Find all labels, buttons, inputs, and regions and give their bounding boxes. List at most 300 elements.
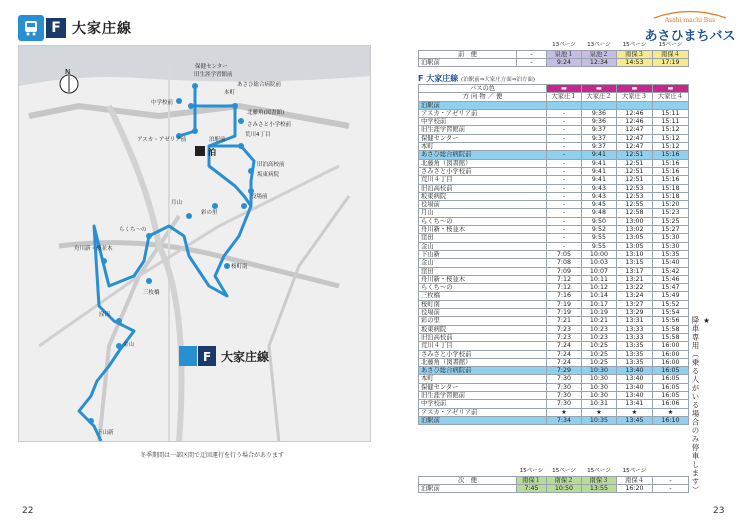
stop-name: 北藤角（図書館） bbox=[419, 159, 547, 167]
time-cell: 13:40 bbox=[617, 375, 653, 383]
time-cell: 7:24 bbox=[547, 358, 582, 366]
stop-name: 旧泊高校前 bbox=[419, 184, 547, 192]
time-cell: 7:23 bbox=[547, 325, 582, 333]
trip-header: 大家庄２ bbox=[582, 93, 617, 101]
time-cell: 15:52 bbox=[653, 300, 689, 308]
table-row bbox=[419, 383, 689, 391]
time-cell: 12:51 bbox=[617, 167, 653, 175]
table-row bbox=[419, 234, 689, 242]
stop-name: 保健センター bbox=[419, 134, 547, 142]
time-cell: 15:11 bbox=[653, 118, 689, 126]
time-cell bbox=[617, 101, 653, 109]
stop-name: あさひ総合病院前 bbox=[419, 367, 547, 375]
time-cell: 9:36 bbox=[582, 109, 617, 117]
time-cell: 7:30 bbox=[547, 391, 582, 399]
table-row bbox=[419, 184, 689, 192]
next-trip-name: 南保１ bbox=[517, 476, 547, 484]
time-cell: 10:03 bbox=[582, 259, 617, 267]
bus-icon bbox=[18, 15, 44, 41]
table-row bbox=[419, 134, 689, 142]
time-cell: 9:41 bbox=[582, 151, 617, 159]
time-cell: 12:53 bbox=[617, 192, 653, 200]
map-stop-label: 中学校前 bbox=[151, 100, 174, 106]
table-row bbox=[419, 317, 689, 325]
time-cell: 12:51 bbox=[617, 176, 653, 184]
time-cell: - bbox=[547, 226, 582, 234]
section-note: (泊駅前⇒大家庄方面⇒泊方面) bbox=[461, 77, 536, 83]
table-row bbox=[419, 242, 689, 250]
time-cell: - bbox=[547, 201, 582, 209]
time-cell: 10:19 bbox=[582, 309, 617, 317]
map-stop-label: 三枚橋 bbox=[143, 290, 160, 296]
map-stop-label: 役場前 bbox=[251, 194, 268, 200]
time-cell: 13:35 bbox=[617, 350, 653, 358]
prev-trip-name: 南保３ bbox=[617, 50, 653, 58]
prev-time: 17:19 bbox=[653, 59, 689, 67]
next-time: 13:55 bbox=[582, 485, 617, 493]
table-row bbox=[419, 400, 689, 408]
time-cell: 15:46 bbox=[653, 275, 689, 283]
time-cell: - bbox=[547, 159, 582, 167]
time-cell: 7:19 bbox=[547, 300, 582, 308]
next-page-ref: 15ページ bbox=[587, 468, 611, 475]
time-cell: 15:12 bbox=[653, 126, 689, 134]
time-cell: 16:05 bbox=[653, 375, 689, 383]
time-cell: 13:33 bbox=[617, 333, 653, 341]
time-cell: - bbox=[547, 151, 582, 159]
stop-name: 舟川新・桜並木 bbox=[419, 226, 547, 234]
time-cell: 10:00 bbox=[582, 250, 617, 258]
time-cell: 13:40 bbox=[617, 391, 653, 399]
time-cell: 7:24 bbox=[547, 350, 582, 358]
star-icon: ★ bbox=[702, 316, 711, 326]
time-cell: 15:12 bbox=[653, 143, 689, 151]
time-cell: 13:40 bbox=[617, 383, 653, 391]
stop-name: 北藤角（図書館） bbox=[419, 358, 547, 366]
route-letter: F bbox=[46, 18, 66, 38]
time-cell: - bbox=[547, 167, 582, 175]
bus-color-icon: ▬ bbox=[653, 85, 689, 93]
next-page-ref: 15ページ bbox=[552, 468, 576, 475]
badge-route-name: 大家庄線 bbox=[221, 350, 270, 364]
time-cell: - bbox=[547, 176, 582, 184]
time-cell: 13:05 bbox=[617, 234, 653, 242]
time-cell: 15:56 bbox=[653, 317, 689, 325]
time-cell: 9:41 bbox=[582, 159, 617, 167]
map-stop-label: さみさと小学校前 bbox=[247, 122, 292, 128]
time-cell: 12:51 bbox=[617, 159, 653, 167]
time-cell: - bbox=[547, 184, 582, 192]
stop-name: 彩の里 bbox=[419, 317, 547, 325]
prev-stop: 泊駅前 bbox=[419, 59, 517, 67]
table-row bbox=[419, 143, 689, 151]
time-cell: 16:10 bbox=[653, 416, 689, 424]
stop-name: 金山 bbox=[419, 242, 547, 250]
map-stop-label: 泊駅前 bbox=[209, 137, 226, 143]
section-heading bbox=[418, 73, 535, 84]
time-cell: 12:46 bbox=[617, 118, 653, 126]
table-row bbox=[419, 416, 689, 424]
map-caption: 冬季期間は一部区間で迂回運行を行う場合があります bbox=[140, 452, 285, 459]
time-cell: 15:18 bbox=[653, 192, 689, 200]
time-cell: 15:30 bbox=[653, 242, 689, 250]
time-cell: 12:58 bbox=[617, 209, 653, 217]
time-cell: 16:05 bbox=[653, 367, 689, 375]
table-row bbox=[419, 226, 689, 234]
time-cell: 13:21 bbox=[617, 275, 653, 283]
prev-page-ref: 13ページ bbox=[587, 42, 611, 49]
previous-trip-table bbox=[418, 42, 689, 67]
time-cell: 15:35 bbox=[653, 250, 689, 258]
table-row bbox=[419, 118, 689, 126]
table-row bbox=[419, 109, 689, 117]
stop-name: 窪田 bbox=[419, 234, 547, 242]
time-cell: 10:31 bbox=[582, 400, 617, 408]
prev-time: 14:53 bbox=[617, 59, 653, 67]
time-cell: 15:47 bbox=[653, 284, 689, 292]
time-cell: 15:27 bbox=[653, 226, 689, 234]
next-trip-name: 南保４ bbox=[617, 476, 653, 484]
prev-trip-name: 泉池１ bbox=[547, 50, 582, 58]
next-trip-name: 南保２ bbox=[547, 476, 582, 484]
prev-label: 前 便 bbox=[419, 50, 517, 58]
time-cell: 9:48 bbox=[582, 209, 617, 217]
map-stop-label: 金山 bbox=[123, 342, 135, 348]
time-cell: 12:53 bbox=[617, 184, 653, 192]
stop-name: あさひ総合病院前 bbox=[419, 151, 547, 159]
time-cell: 15:16 bbox=[653, 176, 689, 184]
table-row bbox=[419, 367, 689, 375]
time-cell: 10:25 bbox=[582, 342, 617, 350]
stop-name: アスカ・アゼリア前 bbox=[419, 408, 547, 416]
time-cell: 10:25 bbox=[582, 350, 617, 358]
time-cell: 13:45 bbox=[617, 416, 653, 424]
table-row bbox=[419, 159, 689, 167]
time-cell: 7:08 bbox=[547, 259, 582, 267]
time-cell: 13:35 bbox=[617, 358, 653, 366]
time-cell: 9:37 bbox=[582, 134, 617, 142]
map-stop-label: 坂東病院 bbox=[257, 172, 280, 178]
time-cell: - bbox=[547, 143, 582, 151]
time-cell: 12:47 bbox=[617, 134, 653, 142]
page-number-right: 23 bbox=[713, 506, 725, 516]
time-cell: 9:52 bbox=[582, 226, 617, 234]
time-cell: 15:30 bbox=[653, 234, 689, 242]
time-cell: 7:30 bbox=[547, 383, 582, 391]
time-cell: 16:06 bbox=[653, 400, 689, 408]
stop-name: 坂東病院 bbox=[419, 325, 547, 333]
time-cell: - bbox=[547, 118, 582, 126]
table-row bbox=[419, 375, 689, 383]
time-cell: 15:25 bbox=[653, 217, 689, 225]
map-stop-label: 旧泊高校前 bbox=[257, 162, 285, 168]
prev-dash: - bbox=[517, 59, 547, 67]
stop-name: 月山 bbox=[419, 209, 547, 217]
time-cell: 12:47 bbox=[617, 126, 653, 134]
time-cell: - bbox=[547, 126, 582, 134]
stop-name: さみさと小学校前 bbox=[419, 167, 547, 175]
time-cell: 10:21 bbox=[582, 317, 617, 325]
next-time: 10:50 bbox=[547, 485, 582, 493]
time-cell: 10:30 bbox=[582, 375, 617, 383]
stop-name: 荒川４丁目 bbox=[419, 342, 547, 350]
time-cell: 13:35 bbox=[617, 342, 653, 350]
table-row bbox=[419, 167, 689, 175]
time-cell: 13:40 bbox=[617, 367, 653, 375]
stop-name: 本町 bbox=[419, 143, 547, 151]
table-row bbox=[419, 126, 689, 134]
stop-name: 役場前 bbox=[419, 309, 547, 317]
time-cell: 12:47 bbox=[617, 143, 653, 151]
stop-name: 旧生涯学習館前 bbox=[419, 126, 547, 134]
time-cell: 7:19 bbox=[547, 309, 582, 317]
stop-name: 本町 bbox=[419, 375, 547, 383]
time-cell: 10:25 bbox=[582, 358, 617, 366]
time-cell: 9:55 bbox=[582, 242, 617, 250]
map-stop-label: 保健センター bbox=[195, 64, 228, 70]
next-trip-name: 南保３ bbox=[582, 476, 617, 484]
time-cell: 15:40 bbox=[653, 259, 689, 267]
time-cell: 15:16 bbox=[653, 167, 689, 175]
table-row bbox=[419, 333, 689, 341]
time-cell: 16:05 bbox=[653, 383, 689, 391]
table-row bbox=[419, 209, 689, 217]
time-cell: 12:55 bbox=[617, 201, 653, 209]
trip-header: 大家庄３ bbox=[617, 93, 653, 101]
time-cell: 15:58 bbox=[653, 325, 689, 333]
map-stop-label: 本町 bbox=[224, 90, 236, 96]
time-cell: 13:29 bbox=[617, 309, 653, 317]
time-cell: 16:00 bbox=[653, 342, 689, 350]
time-cell: 13:27 bbox=[617, 300, 653, 308]
stop-name: 金山 bbox=[419, 259, 547, 267]
time-cell bbox=[547, 101, 582, 109]
logo-subtitle: Asahi machi Bus bbox=[664, 17, 716, 24]
time-cell: 12:51 bbox=[617, 151, 653, 159]
stop-name: 窪田 bbox=[419, 267, 547, 275]
stop-name: 荒川４丁目 bbox=[419, 176, 547, 184]
side-note bbox=[691, 316, 712, 495]
time-cell: 16:00 bbox=[653, 350, 689, 358]
direction-label: 方 向 物 ／ 便 bbox=[419, 93, 547, 101]
table-row bbox=[419, 192, 689, 200]
time-cell: 10:07 bbox=[582, 267, 617, 275]
time-cell: 9:36 bbox=[582, 118, 617, 126]
timetable bbox=[418, 84, 689, 425]
section-title: F 大家庄線 bbox=[418, 74, 459, 83]
bus-color-icon: ▬ bbox=[547, 85, 582, 93]
time-cell: 13:33 bbox=[617, 325, 653, 333]
stop-name: アスカ・アゼリア前 bbox=[419, 109, 547, 117]
time-cell: 15:49 bbox=[653, 292, 689, 300]
badge-letter: F bbox=[203, 350, 212, 364]
table-row bbox=[419, 101, 689, 109]
time-cell: - bbox=[547, 134, 582, 142]
table-row bbox=[419, 267, 689, 275]
map-stop-label: 北藤角(図書館) bbox=[247, 110, 285, 116]
page-number-left: 22 bbox=[22, 506, 34, 516]
time-cell: 13:00 bbox=[617, 217, 653, 225]
table-row bbox=[419, 325, 689, 333]
stop-name: 泊駅前 bbox=[419, 101, 547, 109]
table-row bbox=[419, 342, 689, 350]
stop-name: 役場前 bbox=[419, 201, 547, 209]
prev-dash: - bbox=[517, 50, 547, 58]
stop-name: 坂東病院 bbox=[419, 192, 547, 200]
logo-arc-icon bbox=[652, 9, 728, 19]
time-cell: 9:45 bbox=[582, 201, 617, 209]
time-cell: 7:09 bbox=[547, 267, 582, 275]
time-cell: 15:16 bbox=[653, 159, 689, 167]
next-time: 7:45 bbox=[517, 485, 547, 493]
next-dash: - bbox=[653, 485, 689, 493]
bus-color-label: バスの色 bbox=[419, 85, 547, 93]
time-cell: - bbox=[547, 242, 582, 250]
time-cell: - bbox=[547, 192, 582, 200]
time-cell: 9:37 bbox=[582, 143, 617, 151]
map-stop-label: 舟川新・桜並木 bbox=[74, 246, 113, 252]
time-cell: 10:11 bbox=[582, 275, 617, 283]
time-cell: 9:55 bbox=[582, 234, 617, 242]
time-cell: 10:30 bbox=[582, 391, 617, 399]
stop-name: らくち〜の bbox=[419, 284, 547, 292]
map-stop-label: 彩の里 bbox=[201, 210, 218, 216]
map-stop-label: 荒川4丁目 bbox=[245, 132, 271, 138]
prev-page-ref: 15ページ bbox=[658, 42, 683, 49]
prev-page-ref: 13ページ bbox=[552, 42, 576, 49]
time-cell: - bbox=[547, 109, 582, 117]
next-dash: - bbox=[653, 476, 689, 484]
table-row bbox=[419, 151, 689, 159]
stop-name: 中学校前 bbox=[419, 400, 547, 408]
map-drawing bbox=[19, 46, 371, 442]
time-cell: 10:30 bbox=[582, 383, 617, 391]
time-cell: 9:41 bbox=[582, 167, 617, 175]
map-stop-label: 桜町南 bbox=[231, 264, 248, 270]
time-cell: 7:16 bbox=[547, 292, 582, 300]
table-row bbox=[419, 176, 689, 184]
time-cell: 15:54 bbox=[653, 309, 689, 317]
time-cell: 12:46 bbox=[617, 109, 653, 117]
table-row bbox=[419, 408, 689, 416]
map-stop-label: 月山 bbox=[171, 200, 183, 206]
time-cell: 13:31 bbox=[617, 317, 653, 325]
time-cell: 7:34 bbox=[547, 416, 582, 424]
side-note-text: 降車専用（乗る人がいる場合のみ停車します） bbox=[691, 316, 700, 495]
time-cell: 10:30 bbox=[582, 367, 617, 375]
time-cell: 13:24 bbox=[617, 292, 653, 300]
time-cell: 7:12 bbox=[547, 275, 582, 283]
map-stop-label: 下山新 bbox=[97, 430, 114, 436]
prev-trip-name: 南保４ bbox=[653, 50, 689, 58]
time-cell: - bbox=[547, 209, 582, 217]
time-cell bbox=[582, 101, 617, 109]
time-cell: - bbox=[547, 217, 582, 225]
route-header bbox=[18, 15, 132, 41]
table-row bbox=[419, 250, 689, 258]
next-label: 次 便 bbox=[419, 476, 517, 484]
stop-name: 保健センター bbox=[419, 383, 547, 391]
map-stop-label: 旧生涯学習館前 bbox=[194, 72, 233, 78]
table-row bbox=[419, 201, 689, 209]
time-cell: 7:12 bbox=[547, 284, 582, 292]
table-row bbox=[419, 292, 689, 300]
trip-header: 大家庄４ bbox=[653, 93, 689, 101]
map-stop-label: らくち〜の bbox=[119, 227, 147, 233]
time-cell: 16:05 bbox=[653, 391, 689, 399]
time-cell: 7:23 bbox=[547, 333, 582, 341]
time-cell: 13:15 bbox=[617, 259, 653, 267]
time-cell: 15:42 bbox=[653, 267, 689, 275]
time-cell: ★ bbox=[547, 408, 582, 416]
time-cell: 15:11 bbox=[653, 109, 689, 117]
next-trip-table bbox=[418, 468, 689, 493]
time-cell: 15:23 bbox=[653, 209, 689, 217]
stop-name: 舟川新・桜並木 bbox=[419, 275, 547, 283]
stop-name: らくち〜の bbox=[419, 217, 547, 225]
prev-page-ref: 15ページ bbox=[622, 42, 647, 49]
time-cell: 15:18 bbox=[653, 184, 689, 192]
stop-name: 旧生涯学習館前 bbox=[419, 391, 547, 399]
prev-time: 12:34 bbox=[582, 59, 617, 67]
time-cell: 9:37 bbox=[582, 126, 617, 134]
time-cell: 7:21 bbox=[547, 317, 582, 325]
route-title: 大家庄線 bbox=[72, 21, 132, 37]
time-cell: 9:43 bbox=[582, 184, 617, 192]
time-cell: 10:35 bbox=[582, 416, 617, 424]
time-cell: 15:20 bbox=[653, 201, 689, 209]
table-row bbox=[419, 284, 689, 292]
time-cell: 9:43 bbox=[582, 192, 617, 200]
time-cell: 10:17 bbox=[582, 300, 617, 308]
time-cell bbox=[653, 101, 689, 109]
time-cell: 10:23 bbox=[582, 333, 617, 341]
bus-color-icon: ▬ bbox=[582, 85, 617, 93]
time-cell: 10:14 bbox=[582, 292, 617, 300]
timetable-body bbox=[419, 101, 689, 425]
map-stop-label: アスカ・アゼリア前 bbox=[137, 137, 187, 143]
time-cell: 7:29 bbox=[547, 367, 582, 375]
table-row bbox=[419, 217, 689, 225]
time-cell: 13:17 bbox=[617, 267, 653, 275]
map-stop-label: 窪田 bbox=[99, 312, 111, 318]
time-cell: 10:12 bbox=[582, 284, 617, 292]
next-stop: 泊駅前 bbox=[419, 485, 517, 493]
time-cell: 13:10 bbox=[617, 250, 653, 258]
time-cell: 7:30 bbox=[547, 400, 582, 408]
table-row bbox=[419, 309, 689, 317]
table-row bbox=[419, 259, 689, 267]
time-cell: 7:24 bbox=[547, 342, 582, 350]
brand-logo bbox=[640, 8, 740, 42]
time-cell: 10:23 bbox=[582, 325, 617, 333]
prev-trip-name: 泉池２ bbox=[582, 50, 617, 58]
table-row bbox=[419, 358, 689, 366]
time-cell: ★ bbox=[653, 408, 689, 416]
stop-name: 桜町南 bbox=[419, 300, 547, 308]
table-row bbox=[419, 275, 689, 283]
time-cell: 7:30 bbox=[547, 375, 582, 383]
table-row bbox=[419, 300, 689, 308]
time-cell: - bbox=[547, 234, 582, 242]
next-page-ref: 15ページ bbox=[622, 468, 647, 475]
stop-name: 中学校前 bbox=[419, 118, 547, 126]
time-cell: 15:12 bbox=[653, 134, 689, 142]
prev-time: 9:24 bbox=[547, 59, 582, 67]
stop-name: 下山新 bbox=[419, 250, 547, 258]
stop-name: さみさと小学校前 bbox=[419, 350, 547, 358]
trip-header: 大家庄１ bbox=[547, 93, 582, 101]
